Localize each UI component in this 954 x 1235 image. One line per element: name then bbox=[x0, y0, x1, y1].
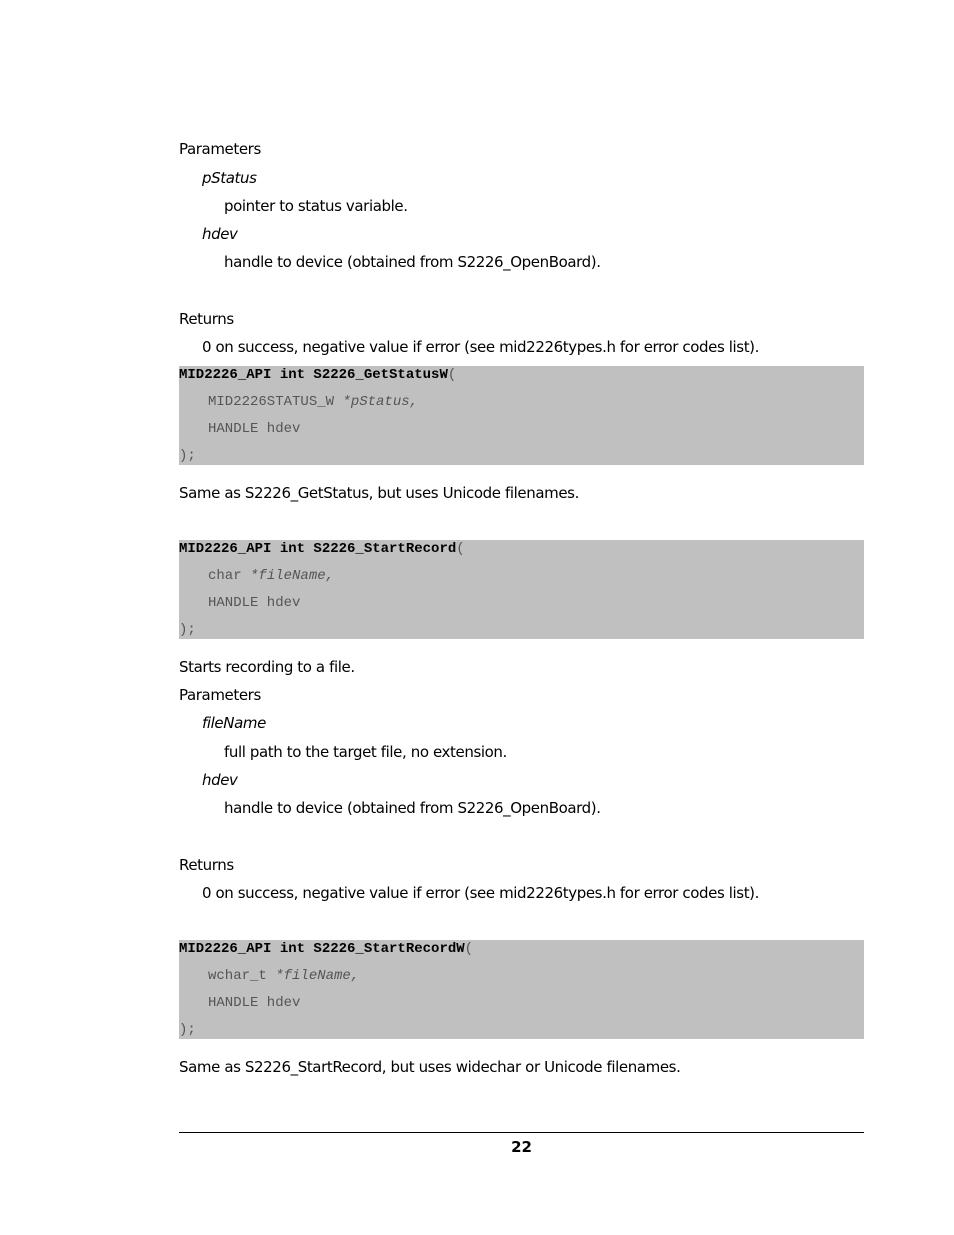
arg-name: *fileName, bbox=[250, 568, 335, 584]
returns-description: 0 on success, negative value if error (see mid2226types.h for error codes list). bbox=[202, 338, 759, 356]
parameters-heading: Parameters bbox=[179, 686, 261, 704]
arg-type: wchar_t bbox=[208, 968, 276, 984]
param-description: handle to device (obtained from S2226_OpenBoard). bbox=[224, 799, 601, 817]
code-arg-line bbox=[208, 963, 359, 990]
code-arg-line: HANDLE hdev bbox=[208, 995, 301, 1011]
returns-heading: Returns bbox=[179, 310, 234, 328]
code-block-startrecordw bbox=[179, 940, 864, 1039]
param-name: hdev bbox=[202, 771, 238, 789]
code-close-line: ); bbox=[179, 448, 196, 464]
code-block-getstatusw bbox=[179, 366, 864, 465]
page-number: 22 bbox=[511, 1138, 532, 1156]
param-description: handle to device (obtained from S2226_OpenBoard). bbox=[224, 253, 601, 271]
code-signature-line bbox=[179, 536, 465, 563]
returns-description: 0 on success, negative value if error (see mid2226types.h for error codes list). bbox=[202, 884, 759, 902]
arg-name: *fileName, bbox=[275, 968, 360, 984]
arg-type: char bbox=[208, 568, 251, 584]
code-arg-line: HANDLE hdev bbox=[208, 421, 301, 437]
code-arg-line bbox=[208, 563, 334, 590]
function-signature: MID2226_API int S2226_StartRecordW bbox=[179, 941, 465, 957]
param-name: fileName bbox=[202, 714, 266, 732]
code-signature-line bbox=[179, 362, 456, 389]
open-paren: ( bbox=[464, 941, 474, 957]
param-name: hdev bbox=[202, 225, 238, 243]
code-block-startrecord bbox=[179, 540, 864, 639]
open-paren: ( bbox=[456, 541, 465, 557]
param-name: pStatus bbox=[202, 169, 257, 187]
function-signature: MID2226_API int S2226_GetStatusW bbox=[179, 367, 448, 383]
returns-heading: Returns bbox=[179, 856, 234, 874]
parameters-heading: Parameters bbox=[179, 140, 261, 158]
footer-rule bbox=[179, 1132, 864, 1133]
code-arg-line bbox=[208, 389, 418, 416]
open-paren: ( bbox=[447, 367, 457, 383]
param-description: full path to the target file, no extension. bbox=[224, 743, 507, 761]
arg-name: *pStatus, bbox=[342, 394, 419, 410]
code-close-line: ); bbox=[179, 622, 196, 638]
arg-type: MID2226STATUS_W bbox=[208, 394, 343, 410]
code-signature-line bbox=[179, 936, 473, 963]
code-close-line: ); bbox=[179, 1022, 196, 1038]
function-description: Starts recording to a file. bbox=[179, 658, 355, 676]
code-arg-line: HANDLE hdev bbox=[208, 595, 301, 611]
function-signature: MID2226_API int S2226_StartRecord bbox=[179, 541, 457, 557]
param-description: pointer to status variable. bbox=[224, 197, 408, 215]
function-description: Same as S2226_StartRecord, but uses widechar or Unicode filenames. bbox=[179, 1058, 681, 1076]
function-description: Same as S2226_GetStatus, but uses Unicode filenames. bbox=[179, 484, 579, 502]
